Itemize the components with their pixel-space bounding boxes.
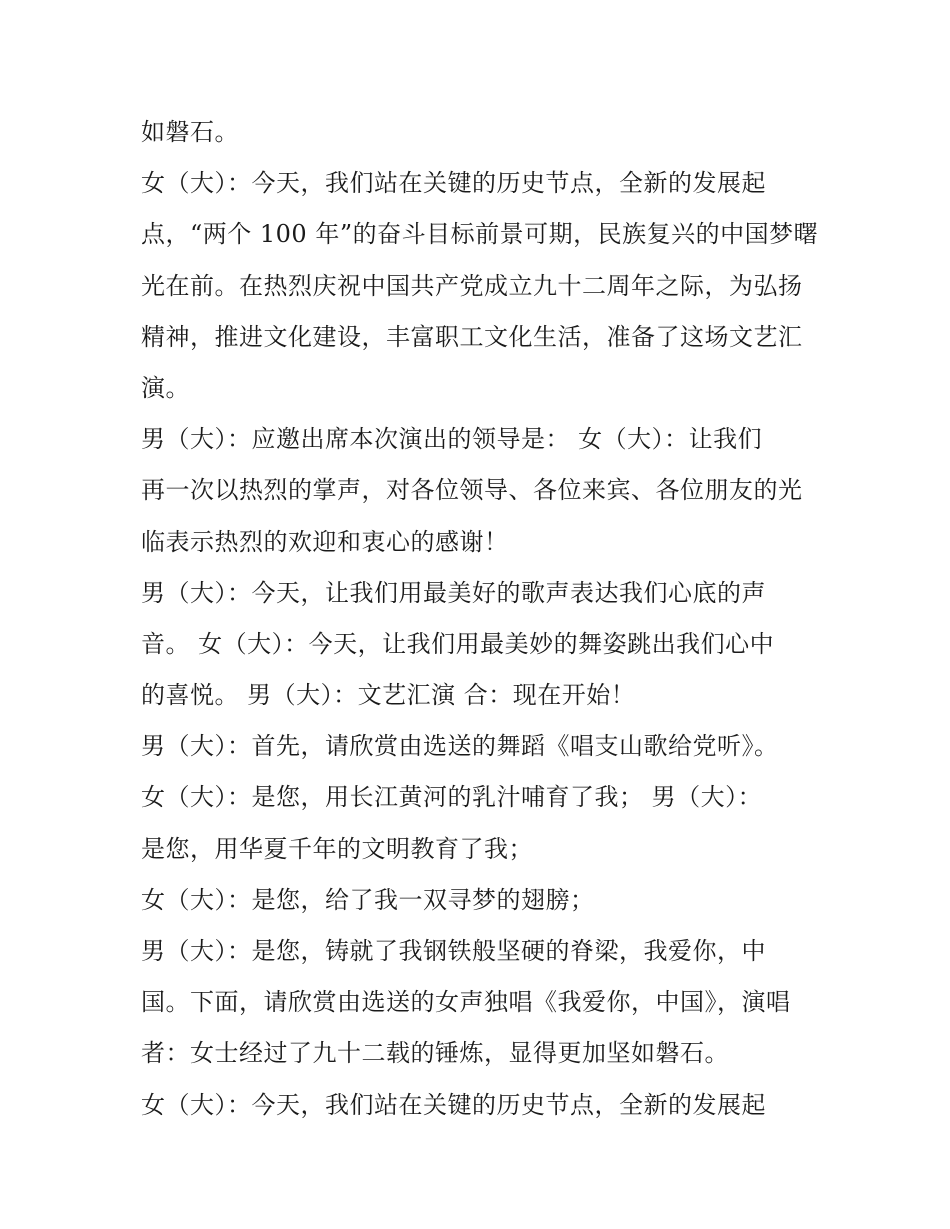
text-line: 演。 (141, 373, 190, 402)
text-line: 光在前。在热烈庆祝中国共产党成立九十二周年之际，为弘扬 (141, 271, 803, 300)
text-line: 是您，用华夏千年的文明教育了我； (141, 834, 533, 863)
text-line: 再一次以热烈的掌声，对各位领导、各位来宾、各位朋友的光 (141, 476, 803, 505)
text-line: 者：女士经过了九十二载的锤炼，显得更加坚如磐石。 (141, 1039, 729, 1068)
text-line: 男（大）：首先，请欣赏由选送的舞蹈《唱支山歌给党听》。 (141, 732, 779, 761)
text-line: 男（大）：应邀出席本次演出的领导是： 女（大）：让我们 (141, 425, 763, 454)
text-line: 的喜悦。 男（大）：文艺汇演 合：现在开始！ (141, 681, 636, 710)
text-line: 男（大）：是您，铸就了我钢铁般坚硬的脊梁，我爱你，中 (141, 937, 766, 965)
document-body (141, 107, 821, 1131)
text-line: 精神，推进文化建设，丰富职工文化生活，准备了这场文艺汇 (141, 322, 803, 351)
text-line: 如磐石。 (141, 118, 239, 146)
text-line: 国。下面，请欣赏由选送的女声独唱《我爱你，中国》，演唱 (141, 988, 791, 1017)
text-line: 女（大）：是您，给了我一双寻梦的翅膀； (141, 885, 595, 914)
text-line: 女（大）：是您，用长江黄河的乳汁哺育了我； 男（大）： (141, 783, 763, 812)
text-line: 临表示热烈的欢迎和衷心的感谢！ (141, 527, 509, 556)
text-line: 男（大）：今天，让我们用最美好的歌声表达我们心底的声 (141, 578, 766, 607)
text-line: 点，“两个 100 年”的奋斗目标前景可期，民族复兴的中国梦曙 (141, 220, 819, 249)
text-line: 女（大）：今天，我们站在关键的历史节点，全新的发展起 (141, 169, 766, 198)
text-line: 女（大）：今天，我们站在关键的历史节点，全新的发展起 (141, 1090, 766, 1119)
text-line: 音。 女（大）：今天，让我们用最美妙的舞姿跳出我们心中 (141, 629, 775, 658)
